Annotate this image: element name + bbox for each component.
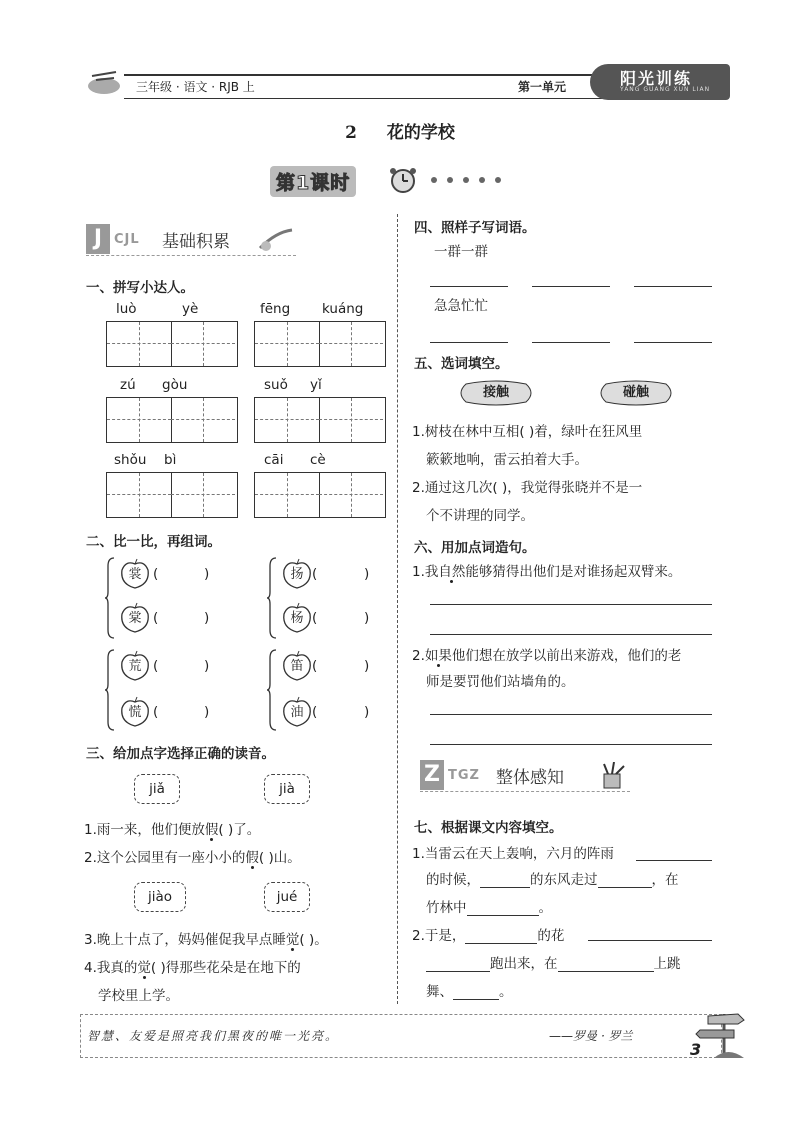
text: 。 [499,984,513,1000]
answer-paren[interactable]: ( [153,610,159,626]
pinyin: bì [164,452,177,468]
writing-grid[interactable] [106,397,238,443]
fill-blank[interactable] [558,955,654,972]
text: 1.我 [412,564,439,580]
section-letter: Z [420,760,444,790]
q3-sentence-4-cont: 学校里上学。 [98,988,179,1004]
unit-label: 第一单元 [518,80,567,94]
word-tag-text: 碰触 [622,385,649,400]
section-banner-tgz [420,760,640,794]
apple-char-text: 棠 [128,611,142,626]
lesson-name: 花的学校 [386,123,455,143]
pinyin: yǐ [310,377,322,393]
fill-blank[interactable] [480,871,530,888]
section-code: CJL [114,232,140,247]
answer-blank[interactable]: ( )。 [299,932,328,948]
word-blank[interactable] [532,342,610,343]
apple-char-text: 裳 [128,567,142,582]
apple-char [118,558,152,590]
fill-blank[interactable] [465,927,537,944]
answer-paren[interactable]: ( [312,566,318,582]
q7-line-2 [426,866,679,894]
answer-blank[interactable]: ( )山。 [258,850,301,866]
text: 的东风走过 [530,872,598,888]
text: 1.雨一来，他们便放 [84,822,205,838]
word-tag-text: 接触 [482,385,509,400]
dotted-char: 假 [204,822,219,838]
pronunciation-option[interactable]: jià [264,774,310,804]
brand-badge [590,64,730,100]
pinyin-group [106,452,236,542]
brace-icon [104,648,116,732]
word-blank[interactable] [430,342,508,343]
brace-icon [266,556,278,640]
fill-blank[interactable] [588,940,712,941]
dotted-word: 自然 [438,564,466,580]
q4-example-2: 急急忙忙 [434,298,488,314]
q1-heading: 一、拼写小达人。 [86,280,194,296]
signpost-icon [694,1006,760,1062]
q3-sentence-3 [84,926,328,954]
answer-blank[interactable]: ( )了。 [218,822,261,838]
text: 2.于是， [412,928,466,944]
writing-grid[interactable] [254,321,386,367]
q6-sentence-2 [412,642,681,670]
column-divider [397,214,398,1004]
lesson-decoration [430,176,510,186]
answer-paren: ) [364,566,370,582]
apple-char [118,650,152,682]
lesson-banner [270,166,525,196]
sentence-line[interactable] [430,634,712,635]
brand-subtitle: YANG GUANG XUN LIAN [620,86,711,93]
page-header [78,64,728,100]
lesson-title [0,118,800,143]
answer-paren[interactable]: ( [153,658,159,674]
q6-heading: 六、用加点词造句。 [414,540,536,556]
quote-footer [80,1014,722,1058]
text: 的花 [537,928,565,944]
grade-subject: 三年级 · 语文 · RJB 上 [136,80,255,94]
apple-char-text: 杨 [290,611,304,626]
quote-text: 智慧、友爱是照亮我们黑夜的唯一光亮。 [87,1029,340,1043]
sentence-line[interactable] [430,714,712,715]
text: 竹林中 [426,900,467,916]
q5-sentence-1-cont: 簌簌地响，雷云拍着大手。 [426,452,588,468]
pinyin: cāi [264,452,284,468]
pinyin-group [254,452,384,542]
alarm-clock-icon [386,166,420,194]
writing-grid[interactable] [106,321,238,367]
dotted-word: 如果 [424,648,452,664]
sentence-line[interactable] [430,604,712,605]
paintbrush-icon [256,226,296,254]
brand-title: 阳光训练 [620,69,693,88]
text: 舞、 [426,984,453,1000]
answer-paren[interactable]: ( [312,610,318,626]
brace-icon [266,648,278,732]
q3-sentence-1 [84,816,260,844]
writing-grid[interactable] [254,397,386,443]
q3-heading: 三、给加点字选择正确的读音。 [86,746,275,762]
word-blank[interactable] [532,286,610,287]
dragonfly-logo-icon [86,68,122,96]
pronunciation-option[interactable]: jué [264,882,310,912]
writing-grid[interactable] [106,472,238,518]
text: 2. [412,648,425,664]
apple-char [280,558,314,590]
dots-icon [430,176,510,184]
answer-paren: ) [204,610,210,626]
answer-paren[interactable]: ( [153,704,159,720]
q7-line-4 [412,922,564,950]
answer-paren[interactable]: ( [312,704,318,720]
apple-char-text: 扬 [290,567,304,582]
text: 跑出来，在 [490,956,558,972]
pinyin: fēng [260,301,291,317]
pinyin: luò [116,301,137,317]
pinyin: cè [310,452,326,468]
word-tag[interactable] [596,380,676,406]
fill-blank[interactable] [467,899,539,916]
text: 。 [538,900,552,916]
word-blank[interactable] [430,286,508,287]
q7-line-1: 1.当雷云在天上轰响，六月的阵雨 [412,846,614,862]
pinyin: kuáng [322,301,364,317]
section-underline [420,791,630,792]
dotted-char: 觉 [137,960,151,976]
section-banner-cjl [86,224,306,258]
answer-paren: ) [364,704,370,720]
section-code: TGZ [448,768,480,783]
text: 的时候， [426,872,480,888]
lesson-number: 2 [345,123,357,143]
fill-blank[interactable] [453,983,499,1000]
apple-char [118,602,152,634]
section-name: 基础积累 [162,232,230,252]
pronunciation-option[interactable]: jiào [134,882,186,912]
writing-grid[interactable] [254,472,386,518]
pinyin: suǒ [264,377,288,393]
pinyin: gòu [162,377,188,393]
q5-heading: 五、选词填空。 [414,356,509,372]
quote-author: ——罗曼 · 罗兰 [549,1029,633,1043]
q7-line-6 [426,978,513,1006]
answer-blank[interactable]: ( )得那些花朵是在地下的 [150,960,301,976]
text: 4.我真的 [84,960,138,976]
section-name: 整体感知 [496,768,564,788]
q5-sentence-1: 1.树枝在林中互相( )着，绿叶在狂风里 [412,424,643,440]
fill-blank[interactable] [598,871,652,888]
lesson-period: 第1课时 [270,166,356,197]
text: 他们想在放学以前出来游戏，他们的老 [451,648,682,664]
word-blank[interactable] [634,286,712,287]
answer-paren[interactable]: ( [312,658,318,674]
q7-heading: 七、根据课文内容填空。 [414,820,563,836]
answer-paren: ) [364,658,370,674]
fill-blank[interactable] [426,955,490,972]
pinyin: shǒu [114,452,147,468]
apple-char-text: 荒 [128,659,142,674]
q7-line-3 [426,894,552,922]
section-letter: J [86,224,110,254]
text: 3.晚上十点了，妈妈催促我早点睡 [84,932,286,948]
apple-char [118,696,152,728]
pencil-cup-icon [592,762,632,790]
pronunciation-option[interactable]: jiǎ [134,774,180,804]
apple-char-text: 笛 [290,659,304,674]
q4-example-1: 一群一群 [434,244,488,260]
q2-heading: 二、比一比，再组词。 [86,534,221,550]
word-tag[interactable] [456,380,536,406]
text: 上跳 [653,956,681,972]
q6-sentence-2-cont: 师是要罚他们站墙角的。 [426,674,575,690]
section-underline [86,255,296,256]
text: 能够猜得出他们是对谁扬起双臂来。 [465,564,682,580]
apple-char [280,696,314,728]
answer-paren: ) [204,704,210,720]
sentence-line[interactable] [430,744,712,745]
apple-char-text: 慌 [128,705,142,720]
answer-paren: ) [204,658,210,674]
text: 2.这个公园里有一座小小的 [84,850,246,866]
q4-heading: 四、照样子写词语。 [414,220,536,236]
apple-char [280,650,314,682]
q6-sentence-1 [412,558,681,586]
text: ，在 [651,872,679,888]
dotted-char: 觉 [285,932,300,948]
q5-sentence-2: 2.通过这几次( )，我觉得张晓并不是一 [412,480,643,496]
q7-line-5 [426,950,681,978]
dotted-char: 假 [245,850,259,866]
answer-paren[interactable]: ( [153,566,159,582]
fill-blank[interactable] [636,860,712,861]
brace-icon [104,556,116,640]
page-number: 3 [690,1040,702,1059]
apple-char [280,602,314,634]
apple-char-text: 油 [290,705,304,720]
q3-sentence-4 [84,954,301,982]
answer-paren: ) [364,610,370,626]
pinyin: zú [120,377,136,393]
answer-paren: ) [204,566,210,582]
pinyin: yè [182,301,199,317]
q3-sentence-2 [84,844,301,872]
q5-sentence-2-cont: 个不讲理的同学。 [426,508,534,524]
word-blank[interactable] [634,342,712,343]
